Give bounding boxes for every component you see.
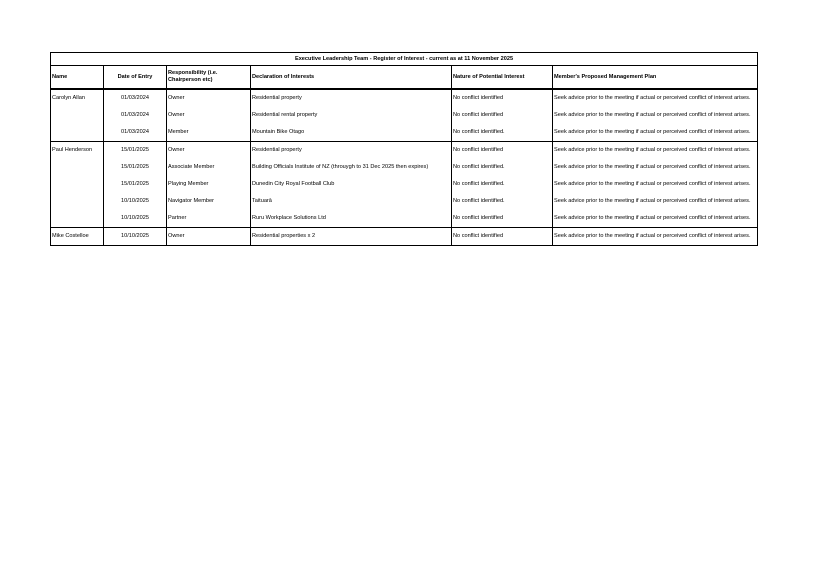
cell-nature: No conflict identified. xyxy=(452,176,553,193)
cell-name: Mike Costelloe xyxy=(51,228,104,246)
cell-declaration: Residential properties x 2 xyxy=(251,228,452,246)
cell-nature: No conflict identified xyxy=(452,89,553,107)
cell-declaration: Building Officials Institute of NZ (throuygh to 31 Dec 2025 then expires) xyxy=(251,159,452,176)
cell-nature: No conflict identified xyxy=(452,210,553,228)
header-date: Date of Entry xyxy=(104,66,167,90)
table-row xyxy=(51,124,758,142)
cell-date: 15/01/2025 xyxy=(104,159,167,176)
cell-nature: No conflict identified xyxy=(452,107,553,124)
cell-name xyxy=(51,176,104,193)
header-row xyxy=(51,66,758,90)
cell-date: 01/03/2024 xyxy=(104,89,167,107)
cell-declaration: Dunedin City Royal Football Club xyxy=(251,176,452,193)
register-of-interest-table xyxy=(50,52,758,246)
table-title: Executive Leadership Team - Register of Interest - current as at 11 November 2025 xyxy=(51,53,758,66)
table-row xyxy=(51,159,758,176)
cell-responsibility: Associate Member xyxy=(167,159,251,176)
cell-name xyxy=(51,210,104,228)
cell-plan: Seek advice prior to the meeting if actual or perceived conflict of interest arises. xyxy=(553,142,758,160)
cell-date: 10/10/2025 xyxy=(104,210,167,228)
cell-plan: Seek advice prior to the meeting if actual or perceived conflict of interest arises. xyxy=(553,159,758,176)
cell-name: Paul Henderson xyxy=(51,142,104,160)
cell-declaration: Taituarā xyxy=(251,193,452,210)
cell-name xyxy=(51,107,104,124)
cell-date: 10/10/2025 xyxy=(104,193,167,210)
cell-date: 15/01/2025 xyxy=(104,176,167,193)
cell-date: 15/01/2025 xyxy=(104,142,167,160)
table-row xyxy=(51,142,758,160)
cell-nature: No conflict identified xyxy=(452,142,553,160)
cell-nature: No conflict identified. xyxy=(452,159,553,176)
cell-name xyxy=(51,193,104,210)
header-declaration: Declaration of Interests xyxy=(251,66,452,90)
cell-name: Carolyn Allan xyxy=(51,89,104,107)
cell-plan: Seek advice prior to the meeting if actual or perceived conflict of interest arises. xyxy=(553,228,758,246)
cell-plan: Seek advice prior to the meeting if actual or perceived conflict of interest arises. xyxy=(553,210,758,228)
cell-plan: Seek advice prior to the meeting if actual or perceived conflict of interest arises. xyxy=(553,124,758,142)
cell-responsibility: Partner xyxy=(167,210,251,228)
cell-name xyxy=(51,159,104,176)
cell-date: 10/10/2025 xyxy=(104,228,167,246)
cell-nature: No conflict identified xyxy=(452,228,553,246)
cell-responsibility: Navigator Member xyxy=(167,193,251,210)
cell-nature: No conflict identified. xyxy=(452,193,553,210)
cell-responsibility: Owner xyxy=(167,89,251,107)
cell-plan: Seek advice prior to the meeting if actual or perceived conflict of interest arises. xyxy=(553,89,758,107)
cell-declaration: Residential property xyxy=(251,89,452,107)
table-row xyxy=(51,89,758,107)
table-row xyxy=(51,107,758,124)
table-row xyxy=(51,193,758,210)
cell-nature: No conflict identified. xyxy=(452,124,553,142)
table-row xyxy=(51,176,758,193)
cell-responsibility: Owner xyxy=(167,228,251,246)
header-plan: Member's Proposed Management Plan xyxy=(553,66,758,90)
cell-declaration: Mountain Bike Otago xyxy=(251,124,452,142)
cell-responsibility: Owner xyxy=(167,142,251,160)
header-nature: Nature of Potential Interest xyxy=(452,66,553,90)
header-responsibility: Responsibility (i.e. Chairperson etc) xyxy=(167,66,251,90)
cell-responsibility: Playing Member xyxy=(167,176,251,193)
table-row xyxy=(51,210,758,228)
cell-responsibility: Member xyxy=(167,124,251,142)
cell-date: 01/03/2024 xyxy=(104,124,167,142)
cell-plan: Seek advice prior to the meeting if actual or perceived conflict of interest arises. xyxy=(553,176,758,193)
cell-responsibility: Owner xyxy=(167,107,251,124)
cell-declaration: Residential rental property xyxy=(251,107,452,124)
cell-plan: Seek advice prior to the meeting if actual or perceived conflict of interest arises. xyxy=(553,193,758,210)
cell-plan: Seek advice prior to the meeting if actual or perceived conflict of interest arises. xyxy=(553,107,758,124)
header-name: Name xyxy=(51,66,104,90)
table-row xyxy=(51,228,758,246)
cell-declaration: Residential property xyxy=(251,142,452,160)
cell-declaration: Ruru Workplace Solutions Ltd xyxy=(251,210,452,228)
cell-date: 01/03/2024 xyxy=(104,107,167,124)
cell-name xyxy=(51,124,104,142)
